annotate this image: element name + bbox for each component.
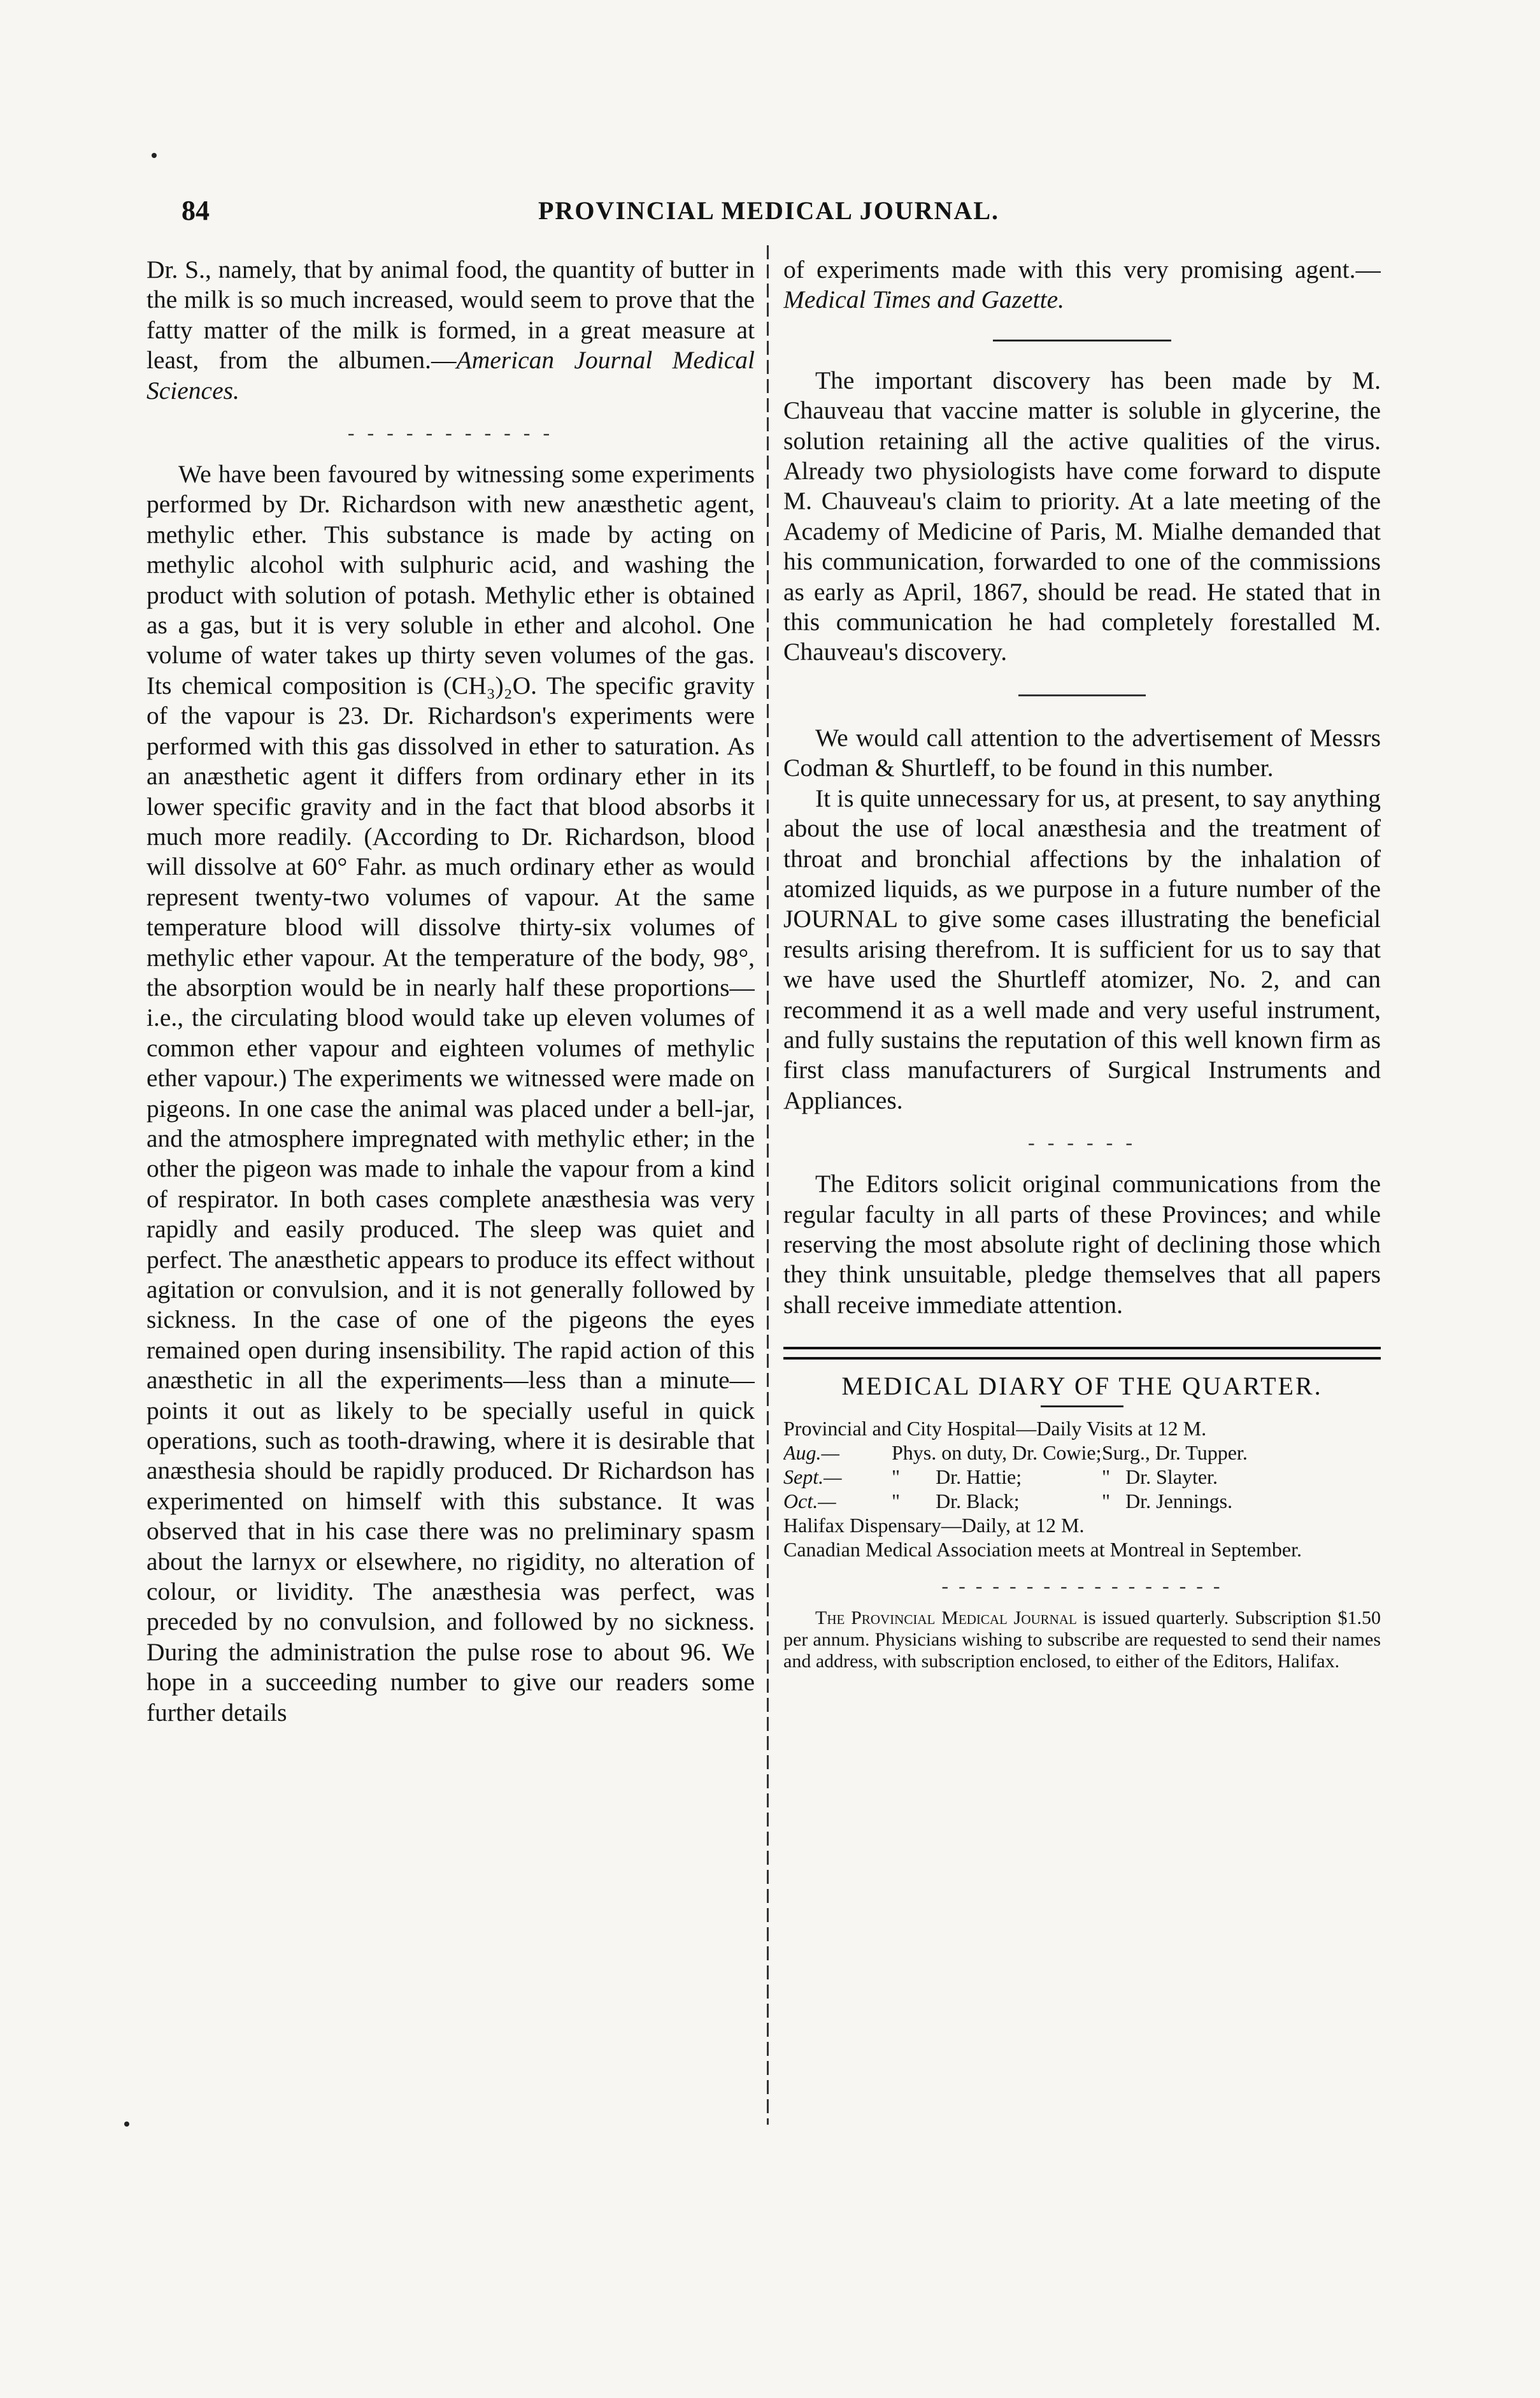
source-citation: American Journal Medical Sciences. — [146, 346, 755, 405]
advertisement-notice: We would call attention to the advertisement of Messrs Codman & Shurtleff, to be found in this number. — [783, 723, 1381, 782]
diary-row — [783, 1440, 1381, 1465]
diary-row — [783, 1489, 1381, 1513]
article-continuation — [146, 255, 755, 406]
page-header — [182, 194, 1360, 233]
paragraph-text: of experiments made with this very promising agent.— — [783, 255, 1381, 284]
diary-association: Canadian Medical Association meets at Montreal in September. — [783, 1537, 1302, 1561]
diary-month: Aug.— — [783, 1440, 839, 1464]
margin-dot — [152, 153, 157, 158]
subscription-notice — [783, 1607, 1381, 1672]
article-continuation — [783, 255, 1381, 315]
diary-physician: " Dr. Black; — [892, 1489, 1020, 1512]
right-column — [783, 255, 1381, 2102]
atomizer-article: It is quite unnecessary for us, at present, to say anything about the use of local anæsthesia and the treatment of throat and bronchial affections by the inhalation of atomized liquids, as we purpose in a future number of the JOURNAL to give some cases illustrating the beneficial results arising therefrom. It is sufficient for us to say that we have used the Shurtleff atomizer, No. 2, and can recommend it as a well made and very useful instrument, and fully sustains the reputation of this well known firm as first class manufacturers of Surgical Instruments and Appliances. — [783, 784, 1381, 1114]
double-rule — [783, 1347, 1381, 1360]
diary-physician: " Dr. Hattie; — [892, 1465, 1022, 1488]
section-rule — [993, 340, 1171, 341]
diary-hospital: Provincial and City Hospital—Daily Visits at 12 M. — [783, 1416, 1207, 1440]
diary-month: Oct.— — [783, 1489, 836, 1512]
source-citation: Medical Times and Gazette. — [783, 285, 1065, 314]
running-title: PROVINCIAL MEDICAL JOURNAL. — [538, 196, 1000, 225]
diary-title: MEDICAL DIARY OF THE QUARTER. — [841, 1372, 1323, 1401]
journal-name: The Provincial Medical Journal — [815, 1607, 1077, 1628]
section-separator: - - - - - - — [1028, 1131, 1136, 1154]
notice-text: is issued quarterly. Subscription $1.50 per annum. Physicians wishing to subscribe are requested to send their names and address, with subscription enclosed, to either of the Editors, Halifax. — [783, 1607, 1381, 1672]
left-column — [146, 255, 755, 2102]
methylic-ether-article: We have been favoured by witnessing some experiments performed by Dr. Richardson with new anæsthetic agent, methylic ether. This substance is made by acting on methylic alcohol with sulphuric acid, and washing the product with solution of potash. Methylic ether is obtained as a gas, but it is very soluble in ether and alcohol. One volume of water takes up thirty seven volumes of the gas. Its chemical composition is (CH₃)₂O. The specific gravity of the vapour is 23. Dr. Richardson's experiments were performed with this gas dissolved in ether to saturation. As an anæsthetic agent it differs from ordinary ether in its lower specific gravity and in the fact that blood absorbs it much more readily. (According to Dr. Richardson, blood will dissolve at 60° Fahr. as much ordinary ether as would represent twenty-two volumes of vapour. At the same temperature blood will dissolve thirty-six volumes of methylic ether vapour. At the temperature of the body, 98°, the absorption would be in nearly half these proportions—i.e., the circulating blood would take up eleven volumes of common ether vapour and eighteen volumes of methylic ether vapour.) The experiments we witnessed were made on pigeons. In one case the animal was placed under a bell-jar, and the atmosphere impregnated with methylic ether; in the other the pigeon was made to inhale the vapour from a kind of respirator. In both cases complete anæsthesia was very rapidly and easily produced. The sleep was quiet and perfect. The anæsthetic appears to produce its effect without agitation or convulsion, and it is not generally followed by sickness. In the case of one of the pigeons the eyes remained open during insensibility. The rapid action of this anæsthetic in all the experiments—less than a minute—points it out as likely to be specially useful in quick operations, such as tooth-drawing, where it is desirable that anæsthesia should be rapidly produced. Dr Richardson has experimented on himself with this substance. It was observed that in his case there was no preliminary spasm about the larnyx or elsewhere, no rigidity, no alteration of colour, or lividity. The anæsthesia was perfect, was preceded by no convulsion, and followed by no sickness. During the administration the pulse rose to about 96. We hope in a succeeding number to give our readers some further details — [146, 460, 755, 1727]
section-separator: - - - - - - - - - - - - - - - - - — [941, 1574, 1223, 1597]
paragraph-text: Dr. S., namely, that by animal food, the quantity of butter in the milk is so much increased, would seem to prove that the fatty matter of the milk is formed, in a great measure at least, from the albumen.— — [146, 255, 755, 375]
page-number: 84 — [182, 195, 210, 226]
diary-surgeon: " Dr. Slayter. — [1102, 1465, 1218, 1488]
diary-physician: Phys. on duty, Dr. Cowie; — [892, 1440, 1102, 1464]
vaccine-article: The important discovery has been made by M. Chauveau that vaccine matter is soluble in glycerine, the solution retaining all the active qualities of the virus. Already two physiologists have come forward to dispute M. Chauveau's claim to priority. At a late meeting of the Academy of Medicine of Paris, M. Mialhe demanded that his communication, forwarded to one of the commissions as early as April, 1867, should be read. He stated that in this communication he had completely forestalled M. Chauveau's discovery. — [783, 366, 1381, 666]
diary-dispensary: Halifax Dispensary—Daily, at 12 M. — [783, 1513, 1085, 1537]
column-divider — [767, 245, 769, 2125]
diary-row — [783, 1465, 1381, 1489]
section-rule — [1018, 694, 1146, 696]
margin-dot — [124, 2122, 129, 2127]
diary-surgeon: " Dr. Jennings. — [1102, 1489, 1233, 1512]
diary-month: Sept.— — [783, 1465, 842, 1488]
editors-notice: The Editors solicit original communications from the regular faculty in all parts of these Provinces; and while reserving the most absolute right of declining those which they think unsuitable, pledge themselves that all papers shall receive immediate attention. — [783, 1170, 1381, 1319]
medical-diary — [783, 1416, 1381, 1562]
diary-surgeon: Surg., Dr. Tupper. — [1102, 1440, 1248, 1464]
section-separator: - - - - - - - - - - - — [347, 421, 554, 445]
title-underline — [1041, 1405, 1123, 1407]
